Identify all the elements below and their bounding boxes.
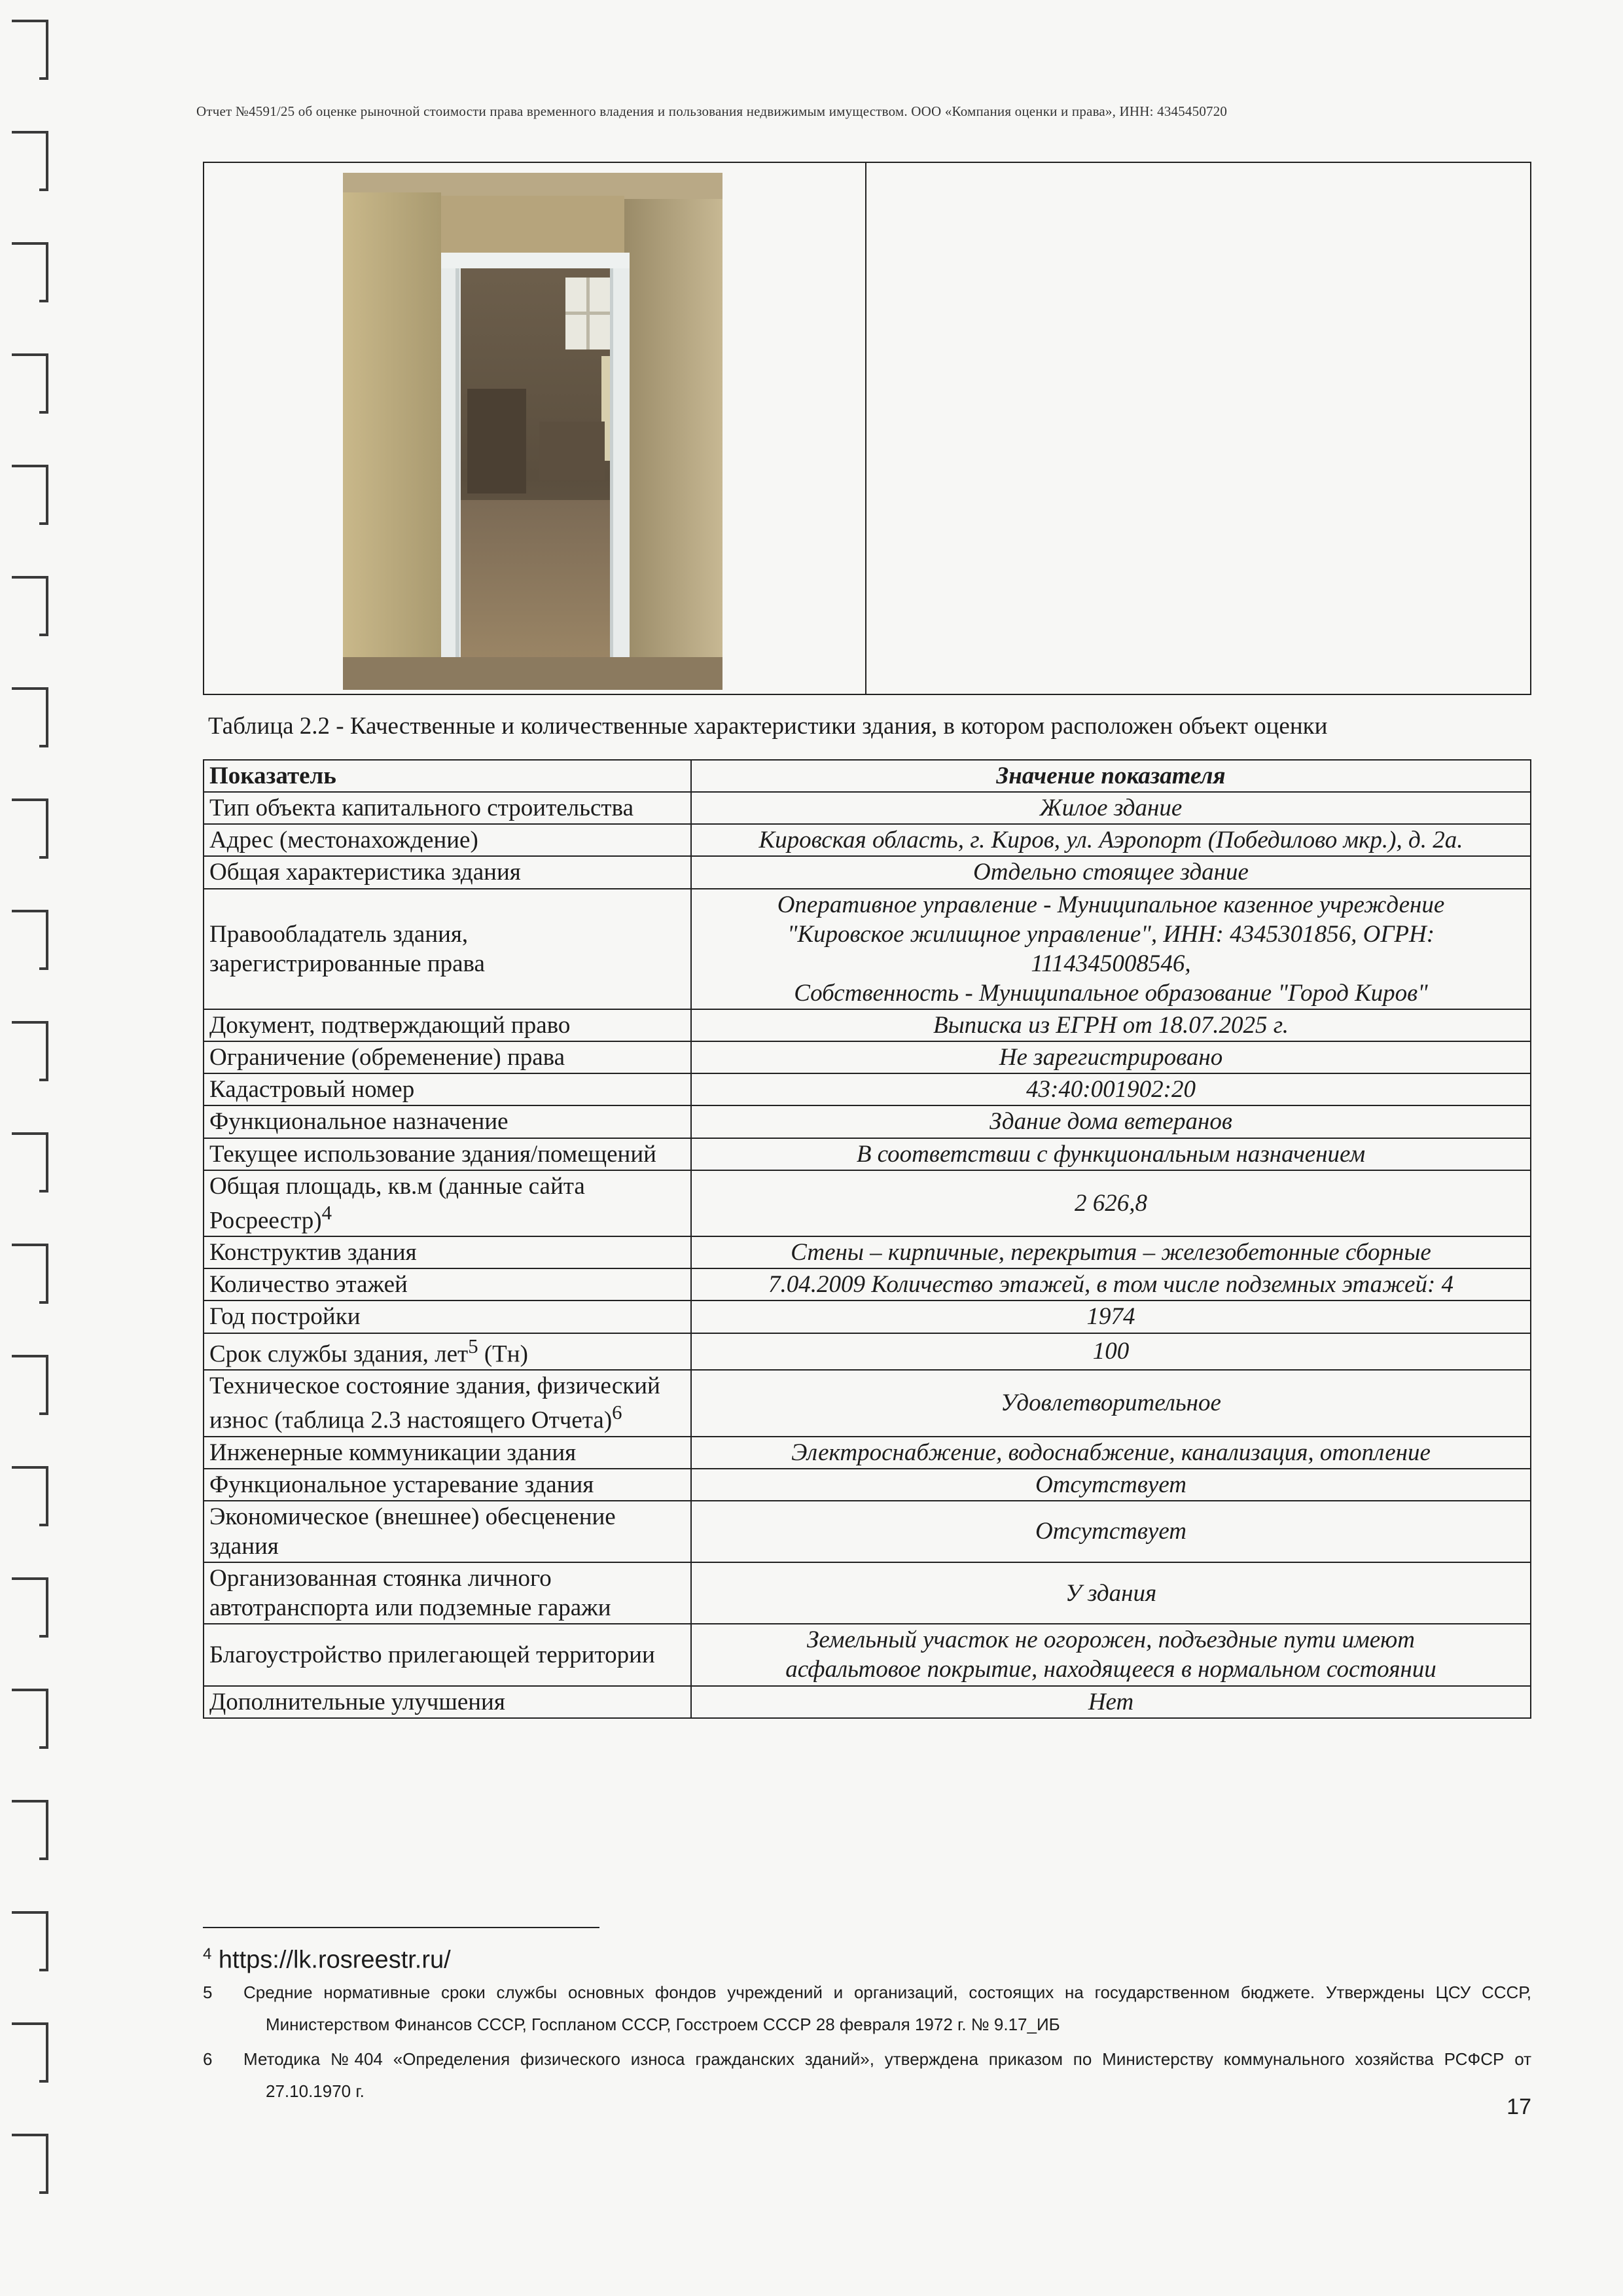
row-value (691, 1041, 1531, 1073)
binder-bracket (12, 1355, 48, 1415)
table-row (204, 856, 1531, 888)
row-value (691, 1236, 1531, 1268)
binder-bracket (12, 20, 48, 80)
value-line: Собственность - Муниципальное образование "Город Киров" (794, 979, 1428, 1007)
binder-bracket (12, 1021, 48, 1081)
value-text: Отдельно стоящее здание (973, 859, 1249, 886)
row-indicator (204, 792, 691, 824)
indicator-text: Общая площадь, кв.м (данные сайта Росреестр) (209, 1172, 585, 1234)
row-indicator (204, 1170, 691, 1237)
indicator-text: Общая характеристика здания (209, 859, 521, 886)
table-row (204, 1138, 1531, 1170)
value-text: В соответствии с функциональным назначением (856, 1140, 1366, 1168)
indicator-text: Тип объекта капитального строительства (209, 795, 634, 822)
table-row (204, 1437, 1531, 1469)
row-value (691, 1624, 1531, 1685)
table-row (204, 1686, 1531, 1718)
header-indicator: Показатель (204, 760, 691, 792)
indicator-text: Инженерные коммуникации здания (209, 1439, 577, 1466)
table-row (204, 1009, 1531, 1041)
table-caption: Таблица 2.2 - Качественные и количественные характеристики здания, в котором расположен объект оценки (208, 713, 1328, 740)
table-row (204, 1501, 1531, 1562)
value-text: Здание дома ветеранов (990, 1108, 1232, 1136)
value-text: 2 626,8 (1075, 1189, 1147, 1217)
footnote-link[interactable]: https://lk.rosreestr.ru/ (218, 1946, 451, 1974)
table-row (204, 1333, 1531, 1370)
value-text: Электроснабжение, водоснабжение, канализация, отопление (791, 1439, 1431, 1466)
table-row (204, 889, 1531, 1010)
table-row (204, 1170, 1531, 1237)
indicator-text: Дополнительные улучшения (209, 1688, 505, 1715)
table-row (204, 1105, 1531, 1138)
row-indicator (204, 1073, 691, 1105)
binder-bracket (12, 798, 48, 859)
value-text: Выписка из ЕГРН от 18.07.2025 г. (933, 1012, 1289, 1039)
binder-bracket (12, 1132, 48, 1193)
row-value (691, 1562, 1531, 1624)
footnote-text: Средние нормативные сроки службы основных фондов учреждений и организаций, состоящих на государственном бюджете. Утверждены ЦСУ СССР, Министерством Финансов СССР, Госпланом СССР, Госстроем СССР 28 февраля 1972 г. № 9.17_ИБ (243, 1982, 1531, 2034)
binder-bracket (12, 2134, 48, 2194)
value-text: Жилое здание (1039, 795, 1183, 822)
indicator-text: Год постройки (209, 1303, 361, 1331)
row-value (691, 1686, 1531, 1718)
row-value (691, 1138, 1531, 1170)
table-row (204, 1562, 1531, 1624)
value-text: Отсутствует (1035, 1518, 1187, 1545)
footnote-6 (203, 2043, 1531, 2108)
indicator-text: Количество этажей (209, 1271, 408, 1299)
value-text: 7.04.2009 Количество этажей, в том числе подземных этажей: 4 (768, 1271, 1454, 1299)
binder-bracket (12, 576, 48, 636)
value-text: У здания (1065, 1579, 1157, 1607)
binder-bracket (12, 1577, 48, 1638)
table-row (204, 1268, 1531, 1300)
row-value (691, 1469, 1531, 1501)
indicator-text: Кадастровый номер (209, 1076, 415, 1103)
row-indicator (204, 824, 691, 856)
table-row (204, 1041, 1531, 1073)
row-indicator (204, 1370, 691, 1437)
footnote-4 (203, 1945, 988, 1975)
footnote-text: Методика №404 «Определения физического износа гражданских зданий», утверждена приказом по Министерству коммунального хозяйства РСФСР от 27.10.1970 г. (243, 2049, 1531, 2101)
value-line: асфальтовое покрытие, находящееся в нормальном состоянии (785, 1656, 1436, 1683)
row-value (691, 1009, 1531, 1041)
indicator-text: Ограничение (обременение) права (209, 1044, 565, 1071)
row-indicator (204, 1138, 691, 1170)
table-row (204, 1300, 1531, 1333)
row-value (691, 856, 1531, 888)
binder-bracket (12, 2022, 48, 2083)
row-value (691, 1268, 1531, 1300)
row-indicator (204, 1624, 691, 1685)
footnote-ref: 5 (468, 1335, 478, 1357)
indicator-suffix: (Тн) (478, 1340, 528, 1367)
footnote-ref: 6 (612, 1401, 622, 1424)
value-text: Стены – кирпичные, перекрытия – железобетонные сборные (791, 1239, 1431, 1266)
indicator-text: Функциональное устаревание здания (209, 1471, 594, 1498)
table-row (204, 792, 1531, 824)
footnote-5 (203, 1977, 1531, 2041)
value-text: Удовлетворительное (1001, 1390, 1221, 1417)
row-value (691, 792, 1531, 824)
row-value (691, 1073, 1531, 1105)
row-value (691, 824, 1531, 856)
doorway-photo (343, 173, 722, 690)
photo-table (203, 162, 1531, 695)
header-value: Значение показателя (691, 760, 1531, 792)
row-indicator (204, 1268, 691, 1300)
binder-bracket (12, 353, 48, 414)
row-indicator (204, 1333, 691, 1370)
row-indicator (204, 1009, 691, 1041)
row-indicator (204, 889, 691, 1010)
binder-bracket (12, 131, 48, 191)
value-line: Оперативное управление - Муниципальное казенное учреждение (777, 891, 1445, 918)
report-header: Отчет №4591/25 об оценке рыночной стоимости права временного владения и пользования недвижимым имуществом. ООО «Компания оценки и права», ИНН: 4345450720 (196, 103, 1228, 119)
indicator-text: Экономическое (внешнее) обесценение здания (209, 1503, 616, 1560)
row-indicator (204, 1105, 691, 1138)
value-text: 100 (1092, 1338, 1130, 1365)
table-row (204, 1624, 1531, 1685)
table-row (204, 1236, 1531, 1268)
value-text: 1974 (1086, 1303, 1135, 1331)
binder-bracket (12, 1466, 48, 1526)
binder-bracket (12, 1911, 48, 1971)
row-indicator (204, 1562, 691, 1624)
binder-bracket (12, 1244, 48, 1304)
row-value (691, 1170, 1531, 1237)
table-row (204, 1469, 1531, 1501)
indicator-text: Правообладатель здания, зарегистрированные права (209, 920, 485, 977)
row-indicator (204, 1236, 691, 1268)
indicator-text: Адрес (местонахождение) (209, 827, 478, 854)
value-text: Нет (1088, 1688, 1134, 1715)
footnote-number: 5 (203, 1982, 213, 2002)
page-number: 17 (1507, 2094, 1531, 2119)
indicator-text: Срок службы здания, лет (209, 1340, 469, 1367)
indicator-text: Функциональное назначение (209, 1108, 508, 1136)
value-line: "Кировское жилищное управление", ИНН: 4345301856, ОГРН: (787, 920, 1435, 948)
row-value (691, 889, 1531, 1010)
value-text: Не зарегистрировано (999, 1044, 1223, 1071)
row-indicator (204, 1300, 691, 1333)
row-indicator (204, 1041, 691, 1073)
row-indicator (204, 1501, 691, 1562)
empty-photo-cell (866, 163, 1530, 694)
table-row (204, 1370, 1531, 1437)
binder-bracket (12, 1800, 48, 1860)
indicator-text: Конструктив здания (209, 1239, 417, 1266)
indicator-text: Текущее использование здания/помещений (209, 1140, 656, 1168)
value-line: 1114345008546, (1031, 950, 1191, 977)
photo-cell (204, 163, 866, 694)
row-value (691, 1437, 1531, 1469)
row-value (691, 1333, 1531, 1370)
table-row (204, 1073, 1531, 1105)
row-value (691, 1105, 1531, 1138)
indicator-text: Организованная стоянка личного автотранспорта или подземные гаражи (209, 1565, 611, 1622)
indicator-text: Документ, подтверждающий право (209, 1012, 571, 1039)
row-value (691, 1300, 1531, 1333)
value-text: 43:40:001902:20 (1026, 1076, 1196, 1103)
binder-bracket (12, 465, 48, 525)
row-indicator (204, 1437, 691, 1469)
value-text: Отсутствует (1035, 1471, 1187, 1498)
binder-bracket (12, 687, 48, 747)
table-row (204, 824, 1531, 856)
binder-bracket (12, 242, 48, 302)
building-characteristics-table (203, 759, 1531, 1719)
row-indicator (204, 1469, 691, 1501)
value-text: Кировская область, г. Киров, ул. Аэропорт (Победилово мкр.), д. 2а. (758, 827, 1463, 854)
footnote-number: 4 (203, 1945, 212, 1963)
row-value (691, 1501, 1531, 1562)
footnote-number: 6 (203, 2049, 213, 2069)
binder-marks (0, 0, 59, 2296)
table-header-row (204, 760, 1531, 792)
footnote-rule (203, 1927, 599, 1928)
indicator-text: Благоустройство прилегающей территории (209, 1641, 655, 1668)
row-indicator (204, 1686, 691, 1718)
row-value (691, 1370, 1531, 1437)
footnote-ref: 4 (321, 1201, 332, 1224)
binder-bracket (12, 1689, 48, 1749)
value-line: Земельный участок не огорожен, подъездные пути имеют (807, 1626, 1415, 1654)
row-indicator (204, 856, 691, 888)
binder-bracket (12, 910, 48, 970)
indicator-text: Техническое состояние здания, физический износ (таблица 2.3 настоящего Отчета) (209, 1372, 660, 1434)
